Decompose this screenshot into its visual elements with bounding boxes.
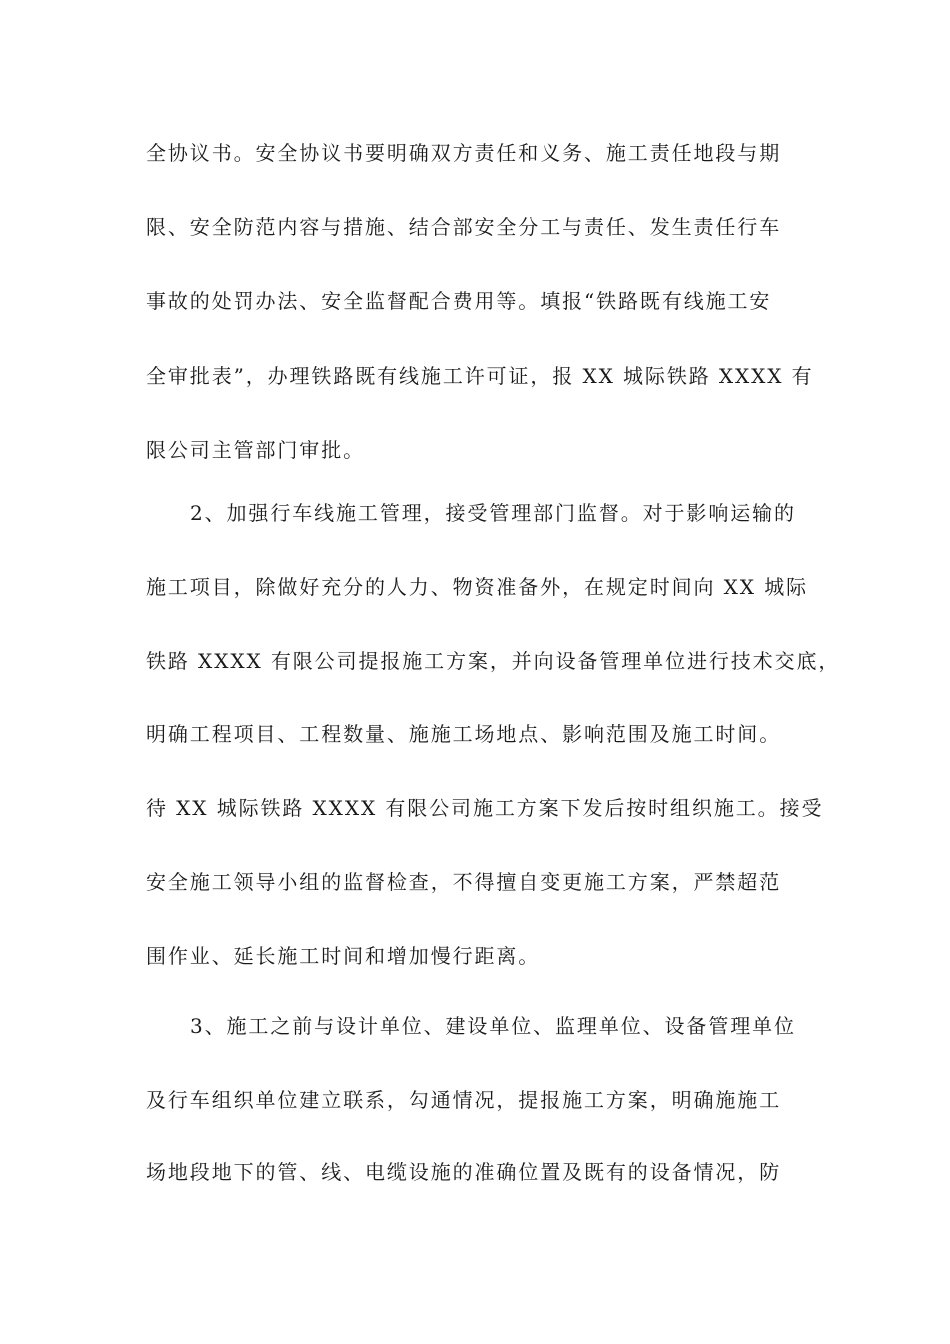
text-line: 全审批表”，办理铁路既有线施工许可证，报 XX 城际铁路 XXXX 有 bbox=[146, 364, 814, 388]
text-line: 施工项目，除做好充分的人力、物资准备外，在规定时间向 XX 城际 bbox=[146, 575, 808, 599]
text-line: 围作业、延长施工时间和增加慢行距离。 bbox=[146, 944, 541, 968]
paragraph-start-line: 3、施工之前与设计单位、建设单位、监理单位、设备管理单位 bbox=[190, 1014, 796, 1038]
text-line: 安全施工领导小组的监督检查，不得擅自变更施工方案，严禁超范 bbox=[146, 870, 782, 894]
text-line: 限公司主管部门审批。 bbox=[146, 438, 365, 462]
text-line: 明确工程项目、工程数量、施施工场地点、影响范围及施工时间。 bbox=[146, 722, 782, 746]
text-line: 事故的处罚办法、安全监督配合费用等。填报“铁路既有线施工安 bbox=[146, 289, 772, 313]
text-line: 及行车组织单位建立联系，勾通情况，提报施工方案，明确施施工 bbox=[146, 1088, 782, 1112]
text-line: 场地段地下的管、线、电缆设施的准确位置及既有的设备情况，防 bbox=[146, 1160, 782, 1184]
text-line: 铁路 XXXX 有限公司提报施工方案，并向设备管理单位进行技术交底， bbox=[146, 649, 841, 673]
paragraph-start-line: 2、加强行车线施工管理，接受管理部门监督。对于影响运输的 bbox=[190, 501, 796, 525]
text-line: 全协议书。安全协议书要明确双方责任和义务、施工责任地段与期 bbox=[146, 141, 782, 165]
text-line: 限、安全防范内容与措施、结合部安全分工与责任、发生责任行车 bbox=[146, 215, 782, 239]
text-line: 待 XX 城际铁路 XXXX 有限公司施工方案下发后按时组织施工。接受 bbox=[146, 796, 824, 820]
